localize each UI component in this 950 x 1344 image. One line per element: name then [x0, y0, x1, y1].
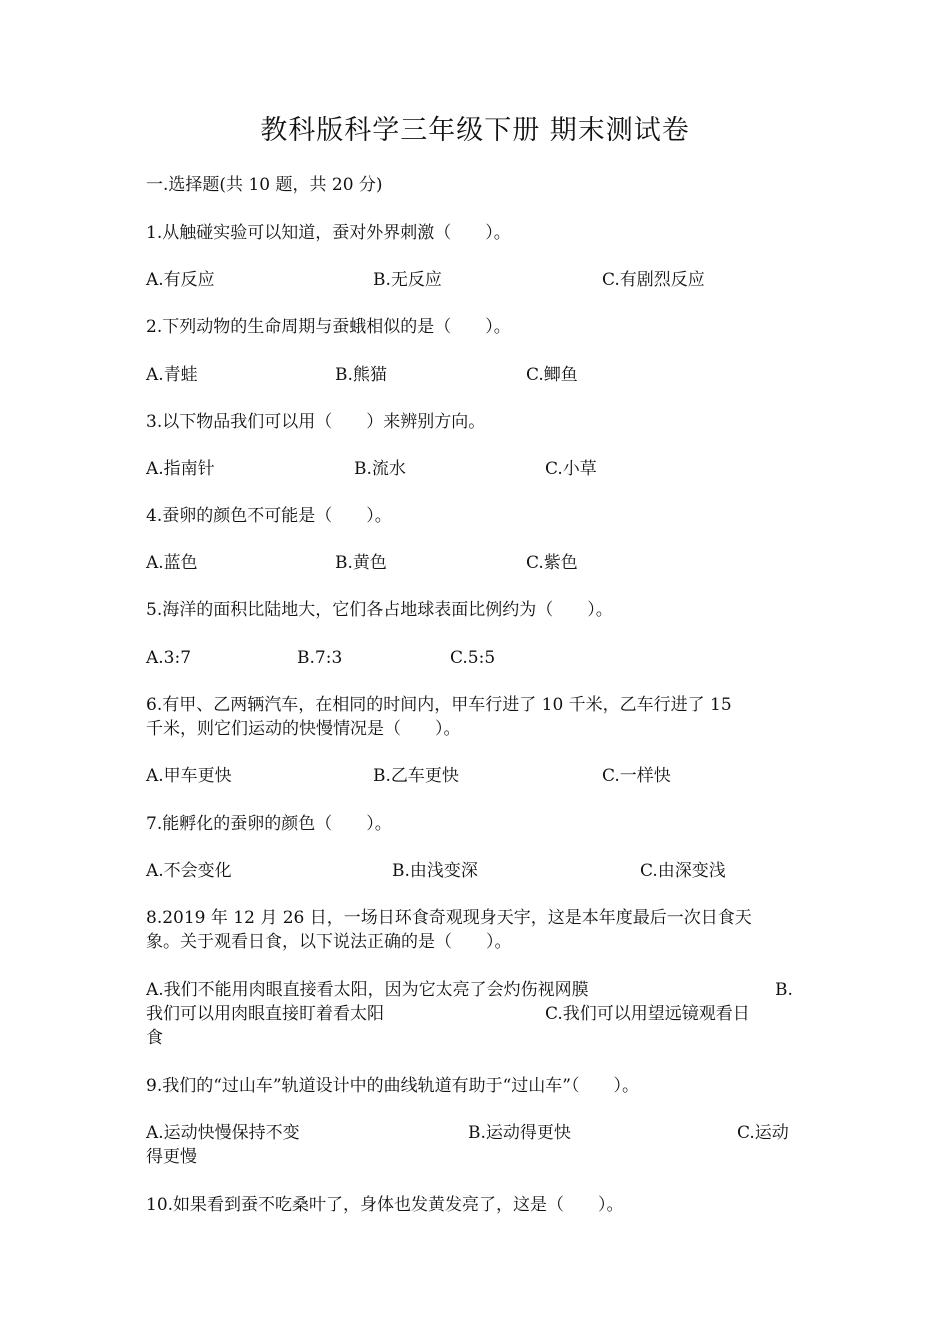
question-2: 2.下列动物的生命周期与蚕蛾相似的是（ ）。 — [146, 317, 511, 337]
question-5: 5.海洋的面积比陆地大，它们各占地球表面比例约为（ ）。 — [146, 600, 613, 620]
question-6-line-2: 千米，则它们运动的快慢情况是（ ）。 — [146, 719, 461, 739]
q8-option-b: 我们可以用肉眼直接盯着看太阳 — [146, 1004, 384, 1024]
question-3: 3.以下物品我们可以用（ ）来辨别方向。 — [146, 412, 486, 432]
q8-option-a: A.我们不能用肉眼直接看太阳，因为它太亮了会灼伤视网膜 — [146, 980, 589, 1000]
q7-option-c: C.由深变浅 — [640, 861, 726, 881]
q8-option-c: C.我们可以用望远镜观看日 — [545, 1004, 750, 1024]
question-6-line-1: 6.有甲、乙两辆汽车，在相同的时间内，甲车行进了 10 千米，乙车行进了 15 — [146, 695, 732, 715]
question-7: 7.能孵化的蚕卵的颜色（ ）。 — [146, 814, 392, 834]
question-9: 9.我们的“过山车”轨道设计中的曲线轨道有助于“过山车”（ ）。 — [146, 1076, 639, 1096]
q9-option-a: A.运动快慢保持不变 — [146, 1123, 300, 1143]
q7-option-a: A.不会变化 — [146, 861, 232, 881]
q5-option-b: B.7:3 — [297, 648, 343, 668]
q4-option-a: A.蓝色 — [146, 553, 198, 573]
q1-option-b: B.无反应 — [373, 270, 442, 290]
section-heading: 一.选择题(共 10 题，共 20 分) — [146, 175, 383, 195]
q2-option-b: B.熊猫 — [335, 365, 387, 385]
q7-option-b: B.由浅变深 — [392, 861, 478, 881]
q1-option-a: A.有反应 — [146, 270, 215, 290]
q3-option-b: B.流水 — [354, 459, 406, 479]
q2-option-a: A.青蛙 — [146, 365, 198, 385]
q9-option-c: C.运动 — [737, 1123, 789, 1143]
q8-option-b-label: B. — [775, 980, 793, 1000]
question-8-line-1: 8.2019 年 12 月 26 日，一场日环食奇观现身天宇，这是本年度最后一次日食天 — [146, 908, 752, 928]
q2-option-c: C.鲫鱼 — [526, 365, 578, 385]
question-8-line-2: 象。关于观看日食，以下说法正确的是（ ）。 — [146, 932, 512, 952]
page-title: 教科版科学三年级下册 期末测试卷 — [260, 115, 690, 146]
q6-option-c: C.一样快 — [602, 766, 671, 786]
q3-option-a: A.指南针 — [146, 459, 215, 479]
q8-option-c-wrap: 食 — [146, 1028, 163, 1048]
question-10: 10.如果看到蚕不吃桑叶了，身体也发黄发亮了，这是（ ）。 — [146, 1195, 624, 1215]
q3-option-c: C.小草 — [545, 459, 597, 479]
q5-option-c: C.5:5 — [450, 648, 496, 668]
q4-option-c: C.紫色 — [526, 553, 578, 573]
q4-option-b: B.黄色 — [335, 553, 387, 573]
q9-option-c-wrap: 得更慢 — [146, 1147, 197, 1167]
question-4: 4.蚕卵的颜色不可能是（ ）。 — [146, 506, 392, 526]
q6-option-b: B.乙车更快 — [373, 766, 459, 786]
q6-option-a: A.甲车更快 — [146, 766, 232, 786]
q5-option-a: A.3:7 — [146, 648, 192, 668]
q9-option-b: B.运动得更快 — [468, 1123, 571, 1143]
question-1: 1.从触碰实验可以知道，蚕对外界刺激（ ）。 — [146, 223, 511, 243]
q1-option-c: C.有剧烈反应 — [602, 270, 705, 290]
